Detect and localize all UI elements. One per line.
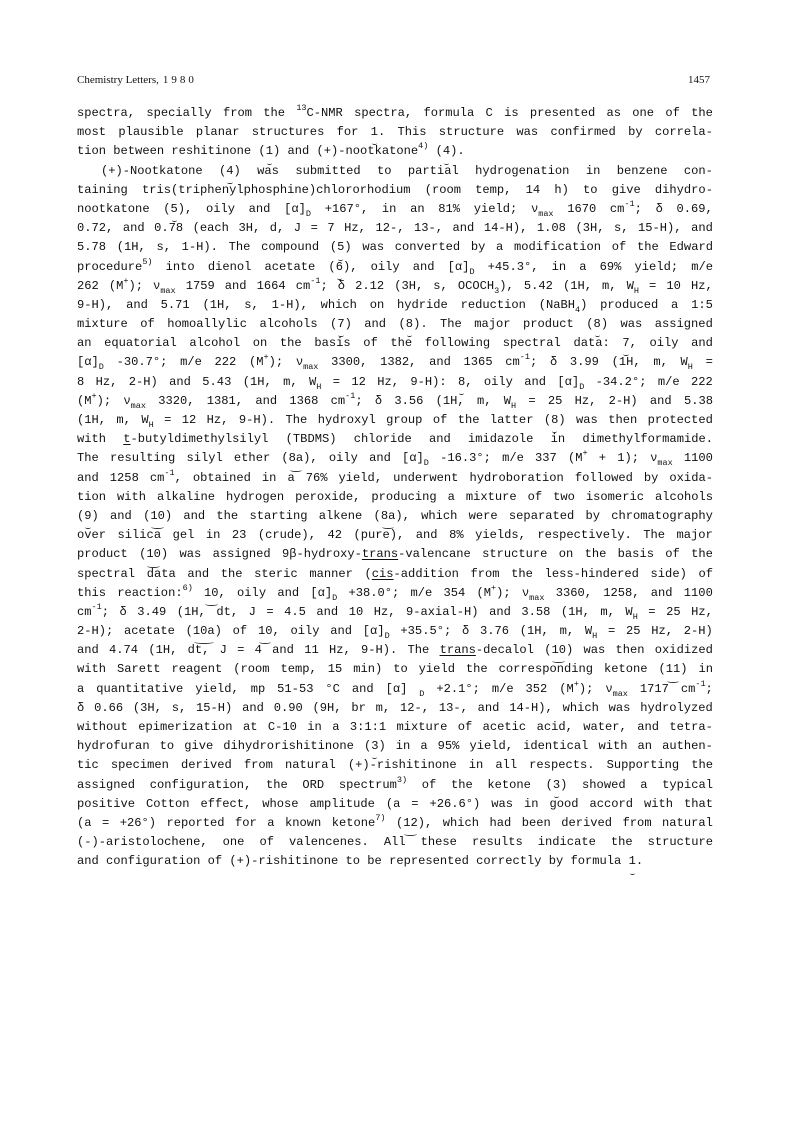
text-line: (9) and (10) and the starting alkene (8a), which were separated by chromatography	[77, 507, 713, 526]
text-line: tion with alkaline hydrogen peroxide, producing a mixture of two isomeric alcohols	[77, 489, 713, 504]
text-line: 0.72, and 0.78 (each 3H, d, J = 7 Hz, 12-, 13-, and 14-H), 1.08 (3H, s, 15-H), and	[77, 221, 713, 236]
text-line: hydrofuran to give dihydrorishitinone (3) in a 95% yield, identical with an authen-	[77, 737, 713, 756]
text-line: and configuration of (+)-rishitinone to be represented correctly by formula 1.	[77, 852, 713, 871]
text-line: spectral data and the steric manner (cis-addition from the less-hindered side) of	[77, 566, 713, 581]
text-line: spectra, specially from the $^{13}$C-NMR spectra, formula C is presented as one of the	[77, 103, 713, 120]
text-line: $[\alpha]_D$ -30.7°; m/e 222 (M+); $\nu_{max}$ 3300, 1382, and 1365 $cm^{-1}$; δ 3.99 (1H, m, $W_H$ =	[77, 352, 713, 373]
text-line: tion between reshitinone (1) and (+)-nootkatone$^{4)}$ (4).	[77, 142, 713, 161]
text-line: (-)-aristolochene, one of valencenes. All these results indicate the structure	[77, 835, 713, 850]
text-line: The resulting silyl ether (8a), oily and $[\alpha]_D$ -16.3°; m/e 337 (M+ + 1); $\nu_{max}$ 1100	[77, 448, 713, 469]
journal-year: 1980	[162, 74, 197, 86]
text-line: this reaction:$^{6)}$ 10, oily and $[\alpha]_D$ +38.0°; m/e 354 (M+); $\nu_{max}$ 3360, 1258, and 1100	[77, 582, 713, 603]
text-line: δ 0.66 (3H, s, 15-H) and 0.90 (9H, br m, 12-, 13-, and 14-H), which was hydrolyzed	[77, 700, 713, 715]
text-line: taining tris(triphenylphosphine)chlororhodium (room temp, 14 h) to give dihydro-	[77, 182, 713, 197]
text-line: procedure$^{5)}$ into dienol acetate (6), oily and $[\alpha]_D$ +45.3°, in a 69% yield; m/e	[77, 256, 713, 277]
text-line: without epimerization at C-10 in a 3:1:1 mixture of acetic acid, water, and tetra-	[77, 720, 713, 734]
text-line: a quantitative yield, mp 51-53 °C and [α] $_D$ +2.1°; m/e 352 (M+); $\nu_{max}$ 1717 $cm^{-1}$;	[77, 678, 713, 699]
running-header	[77, 74, 710, 90]
text-line: most plausible planar structures for 1. This structure was confirmed by correla-	[77, 123, 713, 142]
text-line: 2-H); acetate (10a) of 10, oily and $[\alpha]_D$ +35.5°; δ 3.76 (1H, m, $W_H$ = 25 Hz, 2-H)	[77, 624, 713, 642]
text-line: (a = +26°) reported for a known ketone$^{7)}$ (12), which had been derived from natural	[77, 814, 713, 833]
text-line: 5.78 (1H, s, 1-H). The compound (5) was converted by a modification of the Edward	[77, 238, 713, 257]
text-line: 8 Hz, 2-H) and 5.43 (1H, m, $W_H$ = 12 Hz, 9-H): 8, oily and $[\alpha]_D$ -34.2°; m/e 222	[77, 374, 713, 392]
text-line: nootkatone (5), oily and $[\alpha]_D$ +167°, in an 81% yield; $\nu_{max}$ 1670 $cm^{-1}$; δ 0.69,	[77, 198, 713, 219]
journal-name: Chemistry Letters, 1980	[77, 74, 197, 86]
text-line: 9-H), and 5.71 (1H, s, 1-H), which on hydride reduction (NaBH$_4$) produced a 1:5	[77, 297, 713, 315]
text-line: (+)-Nootkatone (4) was submitted to partial hydrogenation in benzene con-	[77, 162, 713, 181]
text-line: over silica gel in 23 (crude), 42 (pure), and 8% yields, respectively. The major	[77, 528, 713, 543]
body-text	[77, 104, 713, 872]
text-line: with t-butyldimethylsilyl (TBDMS) chloride and imidazole in dimethylformamide.	[77, 432, 713, 447]
text-line: $cm^{-1}$; δ 3.49 (1H, dt, J = 4.5 and 10 Hz, 9-axial-H) and 3.58 (1H, m, $W_H$ = 25 Hz,	[77, 601, 713, 622]
text-line: positive Cotton effect, whose amplitude (a = +26.6°) was in good accord with that	[77, 796, 713, 811]
text-line: tic specimen derived from natural (+)-rishitinone in all respects. Supporting the	[77, 758, 713, 773]
text-line: (M+); $\nu_{max}$ 3320, 1381, and 1368 $cm^{-1}$; δ 3.56 (1H, m, $W_H$ = 25 Hz, 2-H) and 5.38	[77, 390, 713, 411]
text-line: and 1258 $cm^{-1}$, obtained in a 76% yield, underwent hydroboration followed by oxida-	[77, 467, 713, 485]
text-line: mixture of homoallylic alcohols (7) and (8). The major product (8) was assigned	[77, 315, 713, 334]
text-line: product (10) was assigned 9β-hydroxy-trans-valencane structure on the basis of the	[77, 545, 713, 564]
text-line: 262 (M+); $\nu_{max}$ 1759 and 1664 $cm^{-1}$; δ 2.12 (3H, s, $OCOCH_3$), 5.42 (1H, m, $W_H$ = 10 Hz,	[77, 275, 713, 296]
text-line: an equatorial alcohol on the basis of the following spectral data: 7, oily and	[77, 334, 713, 353]
text-line: with Sarett reagent (room temp, 15 min) to yield the corresponding ketone (11) in	[77, 660, 713, 679]
text-line: and 4.74 (1H, dt, J = 4 and 11 Hz, 9-H). The trans-decalol (10) was then oxidized	[77, 641, 713, 660]
text-line: assigned configuration, the ORD spectrum$^{3)}$ of the ketone (3) showed a typical	[77, 776, 713, 795]
page-number: 1457	[688, 74, 710, 86]
text-line: (1H, m, $W_H$ = 12 Hz, 9-H). The hydroxyl group of the latter (8) was then protected	[77, 413, 713, 430]
